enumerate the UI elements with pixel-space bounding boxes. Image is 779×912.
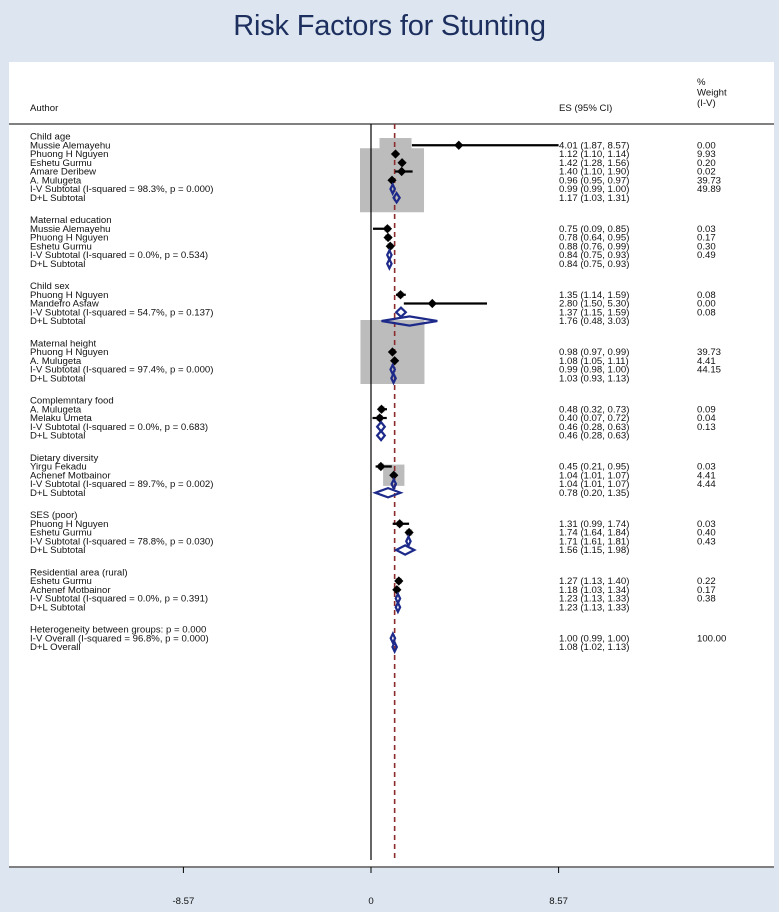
- plot-panel: [9, 62, 774, 907]
- column-es: ES (95% CI): [559, 103, 613, 114]
- column-weight-line: (I-V): [697, 98, 716, 109]
- point-estimate: [386, 242, 395, 251]
- weight-value: 0.04: [697, 413, 716, 425]
- effect-size-ci: 0.75 (0.09, 0.85): [559, 223, 630, 235]
- study-label: Phuong H Nguyen: [30, 289, 109, 301]
- effect-size-ci: 2.80 (1.50, 5.30): [559, 298, 630, 310]
- point-estimate: [383, 233, 392, 242]
- weight-value: 0.03: [697, 518, 716, 530]
- weight-value: 4.41: [697, 355, 716, 367]
- effect-size-ci: 0.78 (0.64, 0.95): [559, 232, 630, 244]
- study-label: Amare Deribew: [30, 166, 97, 178]
- subtotal-label: I-V Subtotal (I-squared = 0.0%, p = 0.391): [30, 593, 209, 605]
- weight-value: 9.93: [697, 149, 716, 161]
- forest-plot: [9, 62, 774, 912]
- subtotal-label: D+L Subtotal: [30, 192, 86, 204]
- study-label: Melaku Umeta: [30, 413, 92, 425]
- effect-size-ci: 1.74 (1.64, 1.84): [559, 527, 630, 539]
- dl-subtotal-diamond: [377, 431, 385, 440]
- effect-size-ci: 1.71 (1.61, 1.81): [559, 536, 630, 548]
- subtotal-label: D+L Subtotal: [30, 545, 86, 557]
- effect-size-ci: 0.46 (0.28, 0.63): [559, 421, 630, 433]
- study-label: A. Mulugeta: [30, 175, 82, 187]
- point-estimate: [375, 413, 384, 422]
- effect-size-ci: 0.84 (0.75, 0.93): [559, 258, 630, 270]
- point-estimate: [392, 585, 401, 594]
- weight-value: 39.73: [697, 175, 722, 187]
- effect-size-ci: 1.35 (1.14, 1.59): [559, 289, 630, 301]
- effect-size-ci: 0.99 (0.98, 1.00): [559, 364, 630, 376]
- effect-size-ci: 1.76 (0.48, 3.03): [559, 316, 630, 328]
- column-weight-line: %: [697, 77, 706, 88]
- weight-value: 44.15: [697, 364, 722, 376]
- effect-size-ci: 1.56 (1.15, 1.98): [559, 545, 630, 557]
- effect-size-ci: 1.04 (1.01, 1.07): [559, 479, 630, 491]
- subtotal-label: D+L Subtotal: [30, 258, 86, 270]
- subtotal-label: I-V Subtotal (I-squared = 89.7%, p = 0.002): [30, 479, 214, 491]
- study-label: Eshetu Gurmu: [30, 576, 92, 588]
- point-estimate: [383, 224, 392, 233]
- weight-value: 49.89: [697, 184, 722, 196]
- effect-size-ci: 0.96 (0.95, 0.97): [559, 175, 630, 187]
- group-header: Child sex: [30, 281, 70, 293]
- effect-size-ci: 1.12 (1.10, 1.14): [559, 149, 630, 161]
- weight-value: 0.22: [697, 576, 716, 588]
- effect-size-ci: 1.04 (1.01, 1.07): [559, 470, 630, 482]
- subtotal-label: I-V Subtotal (I-squared = 0.0%, p = 0.534): [30, 250, 209, 262]
- x-tick-label: 0: [368, 896, 374, 907]
- point-estimate: [396, 290, 405, 299]
- effect-size-ci: 0.98 (0.97, 0.99): [559, 347, 630, 359]
- weight-value: 0.20: [697, 157, 716, 169]
- group-header: Heterogeneity between groups: p = 0.000: [30, 624, 207, 636]
- effect-size-ci: 0.45 (0.21, 0.95): [559, 461, 630, 473]
- x-tick-label: -8.57: [172, 896, 195, 907]
- effect-size-ci: 1.18 (1.03, 1.34): [559, 584, 630, 596]
- study-label: Achenef Motbainor: [30, 470, 111, 482]
- study-label: Eshetu Gurmu: [30, 157, 92, 169]
- subtotal-label: D+L Subtotal: [30, 430, 86, 442]
- effect-size-ci: 1.23 (1.13, 1.33): [559, 593, 630, 605]
- study-label: Mussie Alemayehu: [30, 140, 111, 152]
- point-estimate: [394, 576, 403, 585]
- weight-value: 39.73: [697, 347, 722, 359]
- column-weight-line: Weight: [697, 87, 727, 99]
- weight-value: 0.00: [697, 298, 716, 310]
- subtotal-label: D+L Overall: [30, 642, 81, 654]
- study-label: Mussie Alemayehu: [30, 223, 111, 235]
- subtotal-label: I-V Subtotal (I-squared = 98.3%, p = 0.000): [30, 184, 214, 196]
- group-header: SES (poor): [30, 510, 78, 522]
- weight-value: 0.13: [697, 421, 716, 433]
- effect-size-ci: 0.84 (0.75, 0.93): [559, 250, 630, 262]
- study-label: Phuong H Nguyen: [30, 149, 109, 161]
- study-label: A. Mulugeta: [30, 404, 82, 416]
- study-label: Eshetu Gurmu: [30, 527, 92, 539]
- effect-size-ci: 1.40 (1.10, 1.90): [559, 166, 630, 178]
- column-author: Author: [30, 103, 59, 114]
- weight-value: 0.43: [697, 536, 716, 548]
- subtotal-label: I-V Subtotal (I-squared = 78.8%, p = 0.030): [30, 536, 214, 548]
- group-header: Maternal education: [30, 215, 112, 227]
- weight-value: 0.08: [697, 289, 716, 301]
- weight-value: 0.09: [697, 404, 716, 416]
- effect-size-ci: 1.00 (0.99, 1.00): [559, 633, 630, 645]
- effect-size-ci: 1.17 (1.03, 1.31): [559, 192, 630, 204]
- effect-size-ci: 0.99 (0.99, 1.00): [559, 184, 630, 196]
- group-header: Residential area (rural): [30, 567, 128, 579]
- dl-subtotal-diamond: [375, 488, 400, 497]
- weight-value: 0.17: [697, 232, 716, 244]
- study-label: Phuong H Nguyen: [30, 347, 109, 359]
- effect-size-ci: 1.31 (0.99, 1.74): [559, 518, 630, 530]
- subtotal-label: I-V Subtotal (I-squared = 54.7%, p = 0.137): [30, 307, 214, 319]
- weight-value: 100.00: [697, 633, 727, 645]
- effect-size-ci: 1.37 (1.15, 1.59): [559, 307, 630, 319]
- subtotal-label: D+L Subtotal: [30, 373, 86, 385]
- effect-size-ci: 1.23 (1.13, 1.33): [559, 602, 630, 614]
- subtotal-label: D+L Subtotal: [30, 602, 86, 614]
- effect-size-ci: 1.08 (1.05, 1.11): [559, 355, 629, 367]
- effect-size-ci: 0.46 (0.28, 0.63): [559, 430, 630, 442]
- study-label: Eshetu Gurmu: [30, 241, 92, 253]
- x-tick-label: 8.57: [549, 896, 568, 907]
- study-label: Phuong H Nguyen: [30, 518, 109, 530]
- weight-value: 0.30: [697, 241, 716, 253]
- weight-value: 0.38: [697, 593, 716, 605]
- weight-value: 0.08: [697, 307, 716, 319]
- group-header: Maternal height: [30, 338, 97, 350]
- point-estimate: [395, 519, 404, 528]
- study-label: Achenef Motbainor: [30, 584, 111, 596]
- subtotal-label: I-V Subtotal (I-squared = 0.0%, p = 0.683): [30, 421, 209, 433]
- weight-value: 0.40: [697, 527, 716, 539]
- dl-subtotal-diamond: [387, 259, 391, 268]
- effect-size-ci: 1.03 (0.93, 1.13): [559, 373, 630, 385]
- subtotal-label: I-V Subtotal (I-squared = 97.4%, p = 0.000): [30, 364, 214, 376]
- effect-size-ci: 0.48 (0.32, 0.73): [559, 404, 630, 416]
- study-label: A. Mulugeta: [30, 355, 82, 367]
- iv-subtotal-diamond: [396, 308, 406, 317]
- point-estimate: [428, 299, 437, 308]
- group-header: Child age: [30, 131, 71, 143]
- weight-value: 4.44: [697, 479, 716, 491]
- study-label: Mandefro Asfaw: [30, 298, 99, 310]
- subtotal-label: D+L Subtotal: [30, 316, 86, 328]
- effect-size-ci: 0.40 (0.07, 0.72): [559, 413, 630, 425]
- weight-value: 4.41: [697, 470, 716, 482]
- weight-value: 0.00: [697, 140, 716, 152]
- effect-size-ci: 4.01 (1.87, 8.57): [559, 140, 630, 152]
- iv-subtotal-diamond: [406, 537, 410, 546]
- dl-subtotal-diamond: [396, 545, 414, 554]
- subtotal-label: I-V Overall (I-squared = 96.8%, p = 0.000): [30, 633, 209, 645]
- weight-value: 0.03: [697, 461, 716, 473]
- effect-size-ci: 1.08 (1.02, 1.13): [559, 642, 630, 654]
- weight-value: 0.17: [697, 584, 716, 596]
- chart-title: Risk Factors for Stunting: [233, 10, 546, 42]
- study-label: Phuong H Nguyen: [30, 232, 109, 244]
- effect-size-ci: 0.88 (0.76, 0.99): [559, 241, 630, 253]
- subtotal-label: D+L Subtotal: [30, 487, 86, 499]
- weight-value: 0.03: [697, 223, 716, 235]
- effect-size-ci: 0.78 (0.20, 1.35): [559, 487, 630, 499]
- point-estimate: [454, 141, 463, 150]
- dl-subtotal-diamond: [396, 603, 400, 612]
- effect-size-ci: 1.42 (1.28, 1.56): [559, 157, 630, 169]
- weight-value: 0.49: [697, 250, 716, 262]
- group-header: Complemntary food: [30, 395, 114, 407]
- weight-value: 0.02: [697, 166, 716, 178]
- group-header: Dietary diversity: [30, 452, 99, 464]
- study-label: Yirgu Fekadu: [30, 461, 87, 473]
- effect-size-ci: 1.27 (1.13, 1.40): [559, 576, 630, 588]
- point-estimate: [377, 405, 386, 414]
